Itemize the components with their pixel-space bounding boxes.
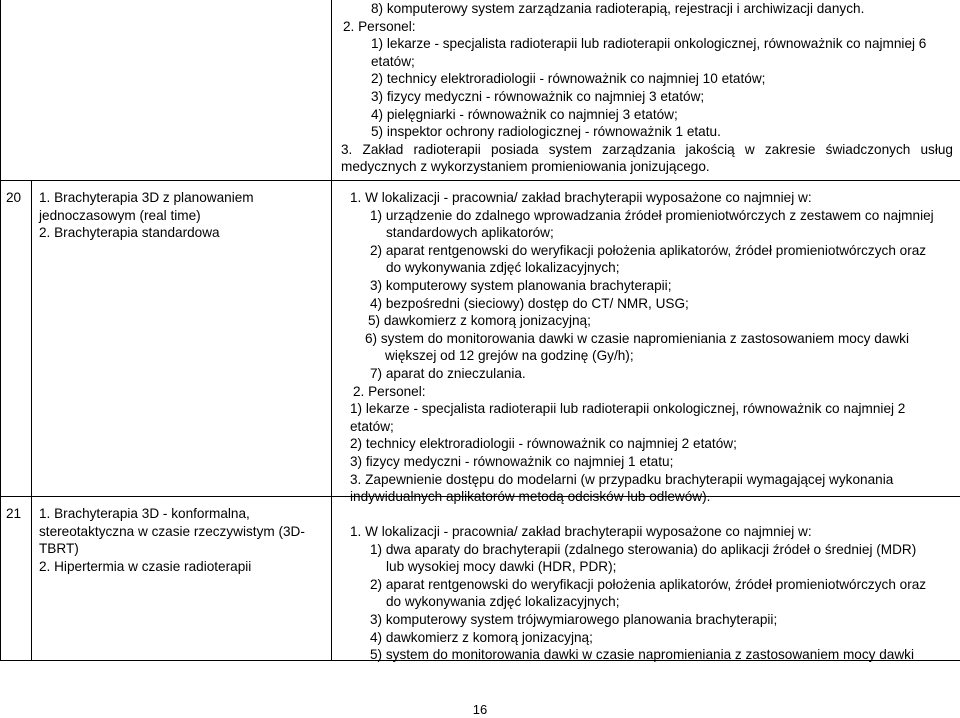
table-divider-name [331, 0, 332, 661]
procedure-name: stereotaktyczna w czasie rzeczywistym (3D- [39, 523, 305, 539]
row-20-requirements [350, 189, 953, 506]
procedure-name: TBRT) [39, 541, 79, 557]
top-line: 3) fizycy medyczni - równoważnik co najmniej 3 etatów; [371, 88, 705, 104]
top-requirements-cell [341, 0, 953, 176]
requirement-line: 3) komputerowy system trójwymiarowego planowania brachyterapii; [370, 611, 778, 627]
top-line: etatów; [371, 53, 415, 69]
requirement-line: do wykonywania zdjęć lokalizacyjnych; [386, 260, 620, 276]
top-line: 8) komputerowy system zarządzania radioterapią, rejestracji i archiwizacji danych. [371, 1, 865, 16]
requirement-line: standardowych aplikatorów; [386, 225, 554, 241]
requirement-line: 1) urządzenie do zdalnego wprowadzania źródeł promieniotwórczych z zestawem co najmniej [370, 207, 934, 223]
requirement-line: do wykonywania zdjęć lokalizacyjnych; [386, 594, 620, 610]
requirement-line: większej od 12 grejów na godzinę (Gy/h); [385, 348, 634, 364]
requirement-line: 3) komputerowy system planowania brachyterapii; [370, 277, 672, 293]
procedure-name: 2. Brachyterapia standardowa [39, 225, 220, 241]
top-line: 2) technicy elektroradiologii - równoważnik co najmniej 10 etatów; [371, 71, 766, 87]
row-separator-top [0, 180, 960, 181]
requirement-line: lub wysokiej mocy dawki (HDR, PDR); [386, 559, 617, 575]
requirement-line: 3. Zapewnienie dostępu do modelarni (w przypadku brachyterapii wymagającej wykonania [350, 471, 894, 487]
requirement-line: 1. W lokalizacji - pracownia/ zakład brachyterapii wyposażone co najmniej w: [350, 524, 812, 539]
row-21-requirements [350, 523, 953, 664]
procedure-name: jednoczasowym (real time) [39, 207, 201, 223]
requirement-line: 1) dwa aparaty do brachyterapii (zdalnego sterowania) do aplikacji źródeł o średniej (MDR) [370, 541, 917, 557]
requirement-line: 1. W lokalizacji - pracownia/ zakład brachyterapii wyposażone co najmniej w: [350, 190, 812, 205]
requirement-line: 4) dawkomierz z komorą jonizacyjną; [370, 629, 593, 645]
top-line: 5) inspektor ochrony radiologicznej - równoważnik 1 etatu. [371, 124, 721, 140]
row-20-procedure-names [39, 189, 327, 242]
requirement-line: indywidualnych aplikatorów metodą odcisków lub odlewów). [350, 489, 711, 505]
requirement-line: 2) aparat rentgenowski do weryfikacji położenia aplikatorów, źródeł promieniotwórczych oraz [370, 242, 927, 258]
requirement-line: 4) bezpośredni (sieciowy) dostęp do CT/ NMR, USG; [370, 295, 689, 311]
procedure-name: 1. Brachyterapia 3D - konformalna, [39, 506, 250, 521]
procedure-name: 2. Hipertermia w czasie radioterapii [39, 558, 252, 574]
row-21-procedure-names [39, 505, 327, 575]
requirement-line: 2) aparat rentgenowski do weryfikacji położenia aplikatorów, źródeł promieniotwórczych oraz [370, 576, 927, 592]
row-21-number: 21 [6, 506, 22, 521]
page-number: 16 [472, 702, 488, 717]
top-point-3: 3. Zakład radioterapii posiada system zarządzania jakością w zakresie świadczonych usług medycznych z wykorzystaniem promieniowania jonizującego. [341, 141, 953, 175]
requirement-line: 5) system do monitorowania dawki w czasie napromieniania z zastosowaniem mocy dawki [370, 647, 914, 663]
requirement-line: 6) system do monitorowania dawki w czasie napromieniania z zastosowaniem mocy dawki [365, 330, 909, 346]
requirement-line: 1) lekarze - specjalista radioterapii lub radioterapii onkologicznej, równoważnik co najmniej 2 [350, 401, 906, 417]
requirement-line: 7) aparat do znieczulania. [370, 365, 526, 381]
requirement-line: 2) technicy elektroradiologii - równoważnik co najmniej 2 etatów; [350, 436, 737, 452]
table-divider-number [31, 181, 32, 661]
requirement-line: 3) fizycy medyczni - równoważnik co najmniej 1 etatu; [350, 453, 674, 469]
top-line: 2. Personel: [343, 18, 416, 34]
requirement-line: 2. Personel: [353, 383, 426, 399]
procedure-name: 1. Brachyterapia 3D z planowaniem [39, 190, 254, 205]
row-20-number: 20 [6, 190, 22, 205]
table-border-left [0, 0, 1, 661]
top-line: 1) lekarze - specjalista radioterapii lub radioterapii onkologicznej, równoważnik co najmniej 6 [371, 36, 927, 52]
requirement-line: 5) dawkomierz z komorą jonizacyjną; [368, 313, 591, 329]
requirement-line: etatów; [350, 418, 394, 434]
top-line: 4) pielęgniarki - równoważnik co najmniej 3 etatów; [371, 106, 678, 122]
